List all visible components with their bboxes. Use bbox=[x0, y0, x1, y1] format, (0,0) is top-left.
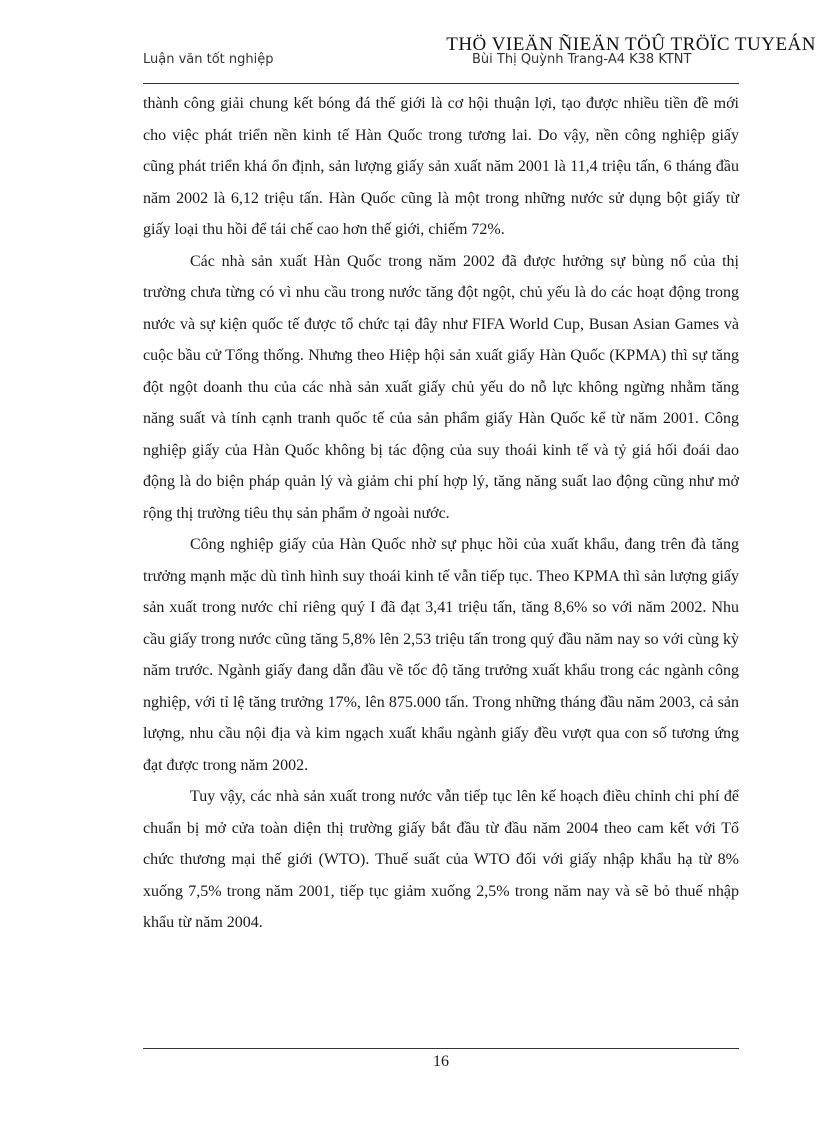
paragraph: Công nghiệp giấy của Hàn Quốc nhờ sự phục hồi của xuất khẩu, đang trên đà tăng trưởng mạnh mặc dù tình hình suy thoái kinh tế vẫn tiếp tục. Theo KPMA thì sản lượng giấy sản xuất trong nước chỉ riêng quý I đã đạt 3,41 triệu tấn, tăng 8,6% so với năm 2002. Nhu cầu giấy trong nước cũng tăng 5,8% lên 2,53 triệu tấn trong quý đầu năm nay so với cùng kỳ năm trước. Ngành giấy đang dẫn đầu về tốc độ tăng trưởng xuất khẩu trong các ngành công nghiệp, với tỉ lệ tăng trưởng 17%, lên 875.000 tấn. Trong những tháng đầu năm 2003, cả sản lượng, nhu cầu nội địa và kim ngạch xuất khẩu ngành giấy đều vượt qua con số tương ứng đạt được trong năm 2002. bbox=[143, 536, 739, 774]
paragraph: Các nhà sản xuất Hàn Quốc trong năm 2002 đã được hưởng sự bùng nổ của thị trường chưa từng có vì nhu cầu trong nước tăng đột ngột, chủ yếu là do các hoạt động trong nước và sự kiện quốc tế được tổ chức tại đây như FIFA World Cup, Busan Asian Games và cuộc bầu cử Tổng thống. Nhưng theo Hiệp hội sản xuất giấy Hàn Quốc (KPMA) thì sự tăng đột ngột doanh thu của các nhà sản xuất giấy chủ yếu do nỗ lực không ngừng nhằm tăng năng suất và tính cạnh tranh quốc tế của sản phẩm giấy Hàn Quốc kể từ năm 2001. Công nghiệp giấy của Hàn Quốc không bị tác động của suy thoái kinh tế và tỷ giá hối đoái dao động là do biện pháp quản lý và giảm chi phí hợp lý, tăng năng suất lao động cũng như mở rộng thị trường tiêu thụ sản phẩm ở ngoài nước. bbox=[143, 252, 739, 522]
watermark-text: THÖ VIEÄN ÑIEÄN TÖÛ TRÖÏC TUYEÁN bbox=[446, 34, 816, 55]
page-number: 16 bbox=[433, 1053, 449, 1070]
paragraph-continued: thành công giải chung kết bóng đá thế giới là cơ hội thuận lợi, tạo được nhiều tiền đề mới cho việc phát triển nền kinh tế Hàn Quốc trong tương lai. Do vậy, nền công nghiệp giấy cũng phát triển khá ổn định, sản lượng giấy sản xuất năm 2001 là 11,4 triệu tấn, 6 tháng đầu năm 2002 là 6,12 triệu tấn. Hàn Quốc cũng là một trong những nước sử dụng bột giấy từ giấy loại thu hồi để tái chế cao hơn thế giới, chiếm 72%. bbox=[143, 95, 739, 238]
document-body bbox=[143, 88, 739, 939]
paragraph: Tuy vậy, các nhà sản xuất trong nước vẫn tiếp tục lên kế hoạch điều chỉnh chi phí để chuẩn bị mở cửa toàn diện thị trường giấy bắt đầu từ đầu năm 2004 theo cam kết với Tổ chức thương mại thế giới (WTO). Thuế suất của WTO đối với giấy nhập khẩu hạ từ 8% xuống 7,5% trong năm 2001, tiếp tục giảm xuống 2,5% trong năm nay và sẽ bỏ thuế nhập khẩu từ năm 2004. bbox=[143, 788, 739, 931]
header-author-label: Bùi Thị Quỳnh Trang-A4 K38 KTNT bbox=[472, 52, 692, 67]
footer-divider bbox=[143, 1048, 739, 1049]
header-divider bbox=[143, 83, 739, 84]
header-thesis-label: Luận văn tốt nghiệp bbox=[143, 52, 274, 67]
